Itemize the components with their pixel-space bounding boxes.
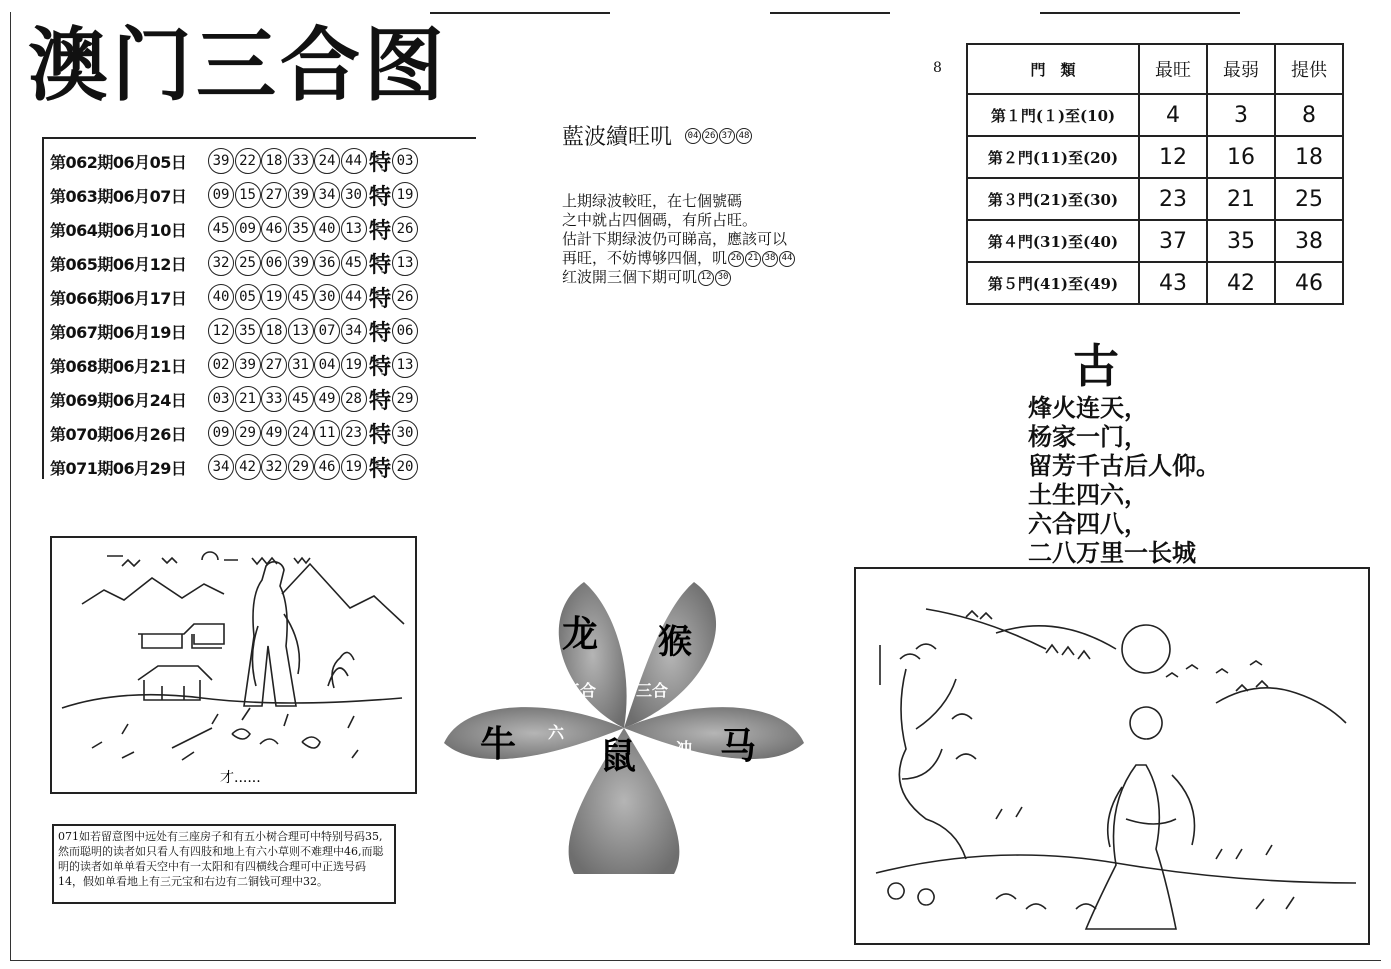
number-ball: 46	[261, 216, 287, 242]
top-rule	[770, 12, 890, 14]
gate-label: 第４門(31)至(40)	[967, 220, 1139, 262]
flower-label: 马	[720, 725, 757, 767]
draw-label: 第066期06月17日	[50, 288, 187, 308]
number-ball: 18	[261, 148, 287, 174]
number-ball: 49	[261, 420, 287, 446]
number-ball: 45	[288, 284, 314, 310]
number-ball: 11	[314, 420, 340, 446]
special-number-ball: 29	[392, 386, 418, 412]
number-ball: 34	[341, 318, 367, 344]
poem-line: 留芳千古后人仰。	[1028, 452, 1220, 480]
flower-relation: 三合	[636, 681, 669, 700]
gates-table	[966, 43, 1344, 305]
number-ball: 28	[341, 386, 367, 412]
gates-row	[967, 262, 1343, 304]
draw-label: 第068期06月21日	[50, 356, 187, 376]
article-heading-balls	[684, 128, 752, 144]
flower-relation: 三合	[564, 681, 597, 700]
heading-ball: 04	[685, 128, 701, 144]
number-ball: 03	[208, 386, 234, 412]
gate-cold: 35	[1207, 220, 1275, 262]
number-ball: 36	[314, 250, 340, 276]
number-ball: 27	[261, 182, 287, 208]
draw-row	[50, 212, 419, 246]
number-ball: 23	[341, 420, 367, 446]
number-ball: 33	[261, 386, 287, 412]
article-line	[562, 230, 872, 249]
number-ball: 32	[208, 250, 234, 276]
number-ball: 19	[261, 284, 287, 310]
number-ball: 49	[314, 386, 340, 412]
flower-relation: 冲	[676, 739, 693, 758]
number-ball: 39	[208, 148, 234, 174]
number-ball: 34	[208, 454, 234, 480]
gates-row	[967, 178, 1343, 220]
special-number-ball: 26	[392, 216, 418, 242]
number-ball: 15	[235, 182, 261, 208]
number-ball: 09	[235, 216, 261, 242]
number-ball: 07	[314, 318, 340, 344]
poem-line: 烽火连天，	[1028, 394, 1148, 422]
number-ball: 24	[288, 420, 314, 446]
draw-row	[50, 314, 419, 348]
flower-label: 鼠	[600, 735, 637, 777]
gates-row	[967, 220, 1343, 262]
gate-offer: 38	[1275, 220, 1343, 262]
number-ball: 40	[314, 216, 340, 242]
article-line-text: 红波開三個下期可叽	[562, 268, 698, 286]
article-line	[562, 211, 872, 230]
draw-row	[50, 178, 419, 212]
number-ball: 31	[288, 352, 314, 378]
article-heading	[562, 120, 752, 151]
special-label: 特	[369, 353, 392, 380]
special-label: 特	[369, 387, 392, 414]
gate-label: 第３門(21)至(30)	[967, 178, 1139, 220]
special-number-ball: 06	[392, 318, 418, 344]
special-number-ball: 26	[392, 284, 418, 310]
draw-label: 第062期06月05日	[50, 152, 187, 172]
gates-header-row	[967, 44, 1343, 94]
gate-hot: 4	[1139, 94, 1207, 136]
flower-relation: 六	[548, 723, 565, 742]
article-ball: 21	[745, 251, 761, 267]
flower-diagram	[444, 578, 804, 874]
article-line	[562, 192, 872, 211]
draw-row	[50, 348, 419, 382]
gate-offer: 18	[1275, 136, 1343, 178]
flower-label: 龙	[562, 613, 599, 655]
number-ball: 05	[235, 284, 261, 310]
gate-label: 第１門(１)至(10)	[967, 94, 1139, 136]
number-ball: 09	[208, 420, 234, 446]
number-ball: 39	[235, 352, 261, 378]
poem-line: 六合四八，	[1028, 510, 1148, 538]
gates-header: 最弱	[1207, 44, 1275, 94]
poem-line: 土生四六，	[1028, 481, 1148, 509]
article-ball: 30	[715, 270, 731, 286]
top-rule	[430, 12, 610, 14]
flower-relation: 合	[548, 751, 565, 770]
special-label: 特	[369, 285, 392, 312]
gates-row	[967, 94, 1343, 136]
number-ball: 02	[208, 352, 234, 378]
number-ball: 25	[235, 250, 261, 276]
illustration-lady	[854, 567, 1370, 945]
number-ball: 27	[261, 352, 287, 378]
draw-label: 第069期06月24日	[50, 390, 187, 410]
heading-ball: 37	[719, 128, 735, 144]
number-ball: 35	[288, 216, 314, 242]
article-ball: 26	[728, 251, 744, 267]
special-label: 特	[369, 455, 392, 482]
number-ball: 44	[341, 284, 367, 310]
special-label: 特	[369, 149, 392, 176]
draw-label: 第064期06月10日	[50, 220, 187, 240]
article-line-text: 再旺，不妨博够四個，叽	[562, 249, 728, 267]
number-ball: 39	[288, 182, 314, 208]
draw-label: 第070期06月26日	[50, 424, 187, 444]
number-ball: 46	[314, 454, 340, 480]
special-label: 特	[369, 319, 392, 346]
number-ball: 19	[341, 454, 367, 480]
draw-row	[50, 280, 419, 314]
poem	[1028, 394, 1288, 567]
special-label: 特	[369, 421, 392, 448]
draw-label: 第067期06月19日	[50, 322, 187, 342]
gate-cold: 42	[1207, 262, 1275, 304]
draw-row	[50, 144, 419, 178]
gates-header: 最旺	[1139, 44, 1207, 94]
number-ball: 22	[235, 148, 261, 174]
number-ball: 34	[314, 182, 340, 208]
gate-cold: 21	[1207, 178, 1275, 220]
gate-label: 第２門(11)至(20)	[967, 136, 1139, 178]
gate-label: 第５門(41)至(49)	[967, 262, 1139, 304]
number-ball: 45	[208, 216, 234, 242]
article-ball: 38	[762, 251, 778, 267]
side-digit: 8	[933, 60, 942, 76]
special-number-ball: 03	[392, 148, 418, 174]
heading-ball: 48	[736, 128, 752, 144]
number-ball: 13	[341, 216, 367, 242]
special-number-ball: 13	[392, 352, 418, 378]
special-label: 特	[369, 251, 392, 278]
number-ball: 13	[288, 318, 314, 344]
draw-label: 第063期06月07日	[50, 186, 187, 206]
gates-header: 門 類	[967, 44, 1139, 94]
special-number-ball: 30	[392, 420, 418, 446]
number-ball: 24	[314, 148, 340, 174]
gates-row	[967, 136, 1343, 178]
heading-ball: 26	[702, 128, 718, 144]
page-title: 澳门三合图	[28, 19, 448, 112]
gate-hot: 12	[1139, 136, 1207, 178]
number-ball: 42	[235, 454, 261, 480]
number-ball: 06	[261, 250, 287, 276]
article-line	[562, 249, 872, 268]
number-ball: 44	[341, 148, 367, 174]
lady-drawing	[856, 569, 1368, 943]
gate-offer: 8	[1275, 94, 1343, 136]
number-ball: 21	[235, 386, 261, 412]
gate-cold: 3	[1207, 94, 1275, 136]
special-number-ball: 20	[392, 454, 418, 480]
scholar-drawing	[52, 538, 415, 792]
special-number-ball: 13	[392, 250, 418, 276]
special-number-ball: 19	[392, 182, 418, 208]
article-line-text: 上期绿波較旺，在七個號碼	[562, 192, 743, 210]
article-ball: 12	[698, 270, 714, 286]
article-body	[562, 192, 872, 287]
gate-hot: 43	[1139, 262, 1207, 304]
gates-header: 提供	[1275, 44, 1343, 94]
number-ball: 18	[261, 318, 287, 344]
top-rule	[1040, 12, 1240, 14]
number-ball: 45	[341, 250, 367, 276]
number-ball: 09	[208, 182, 234, 208]
article-line-text: 之中就占四個碼，有所占旺。	[562, 211, 758, 229]
poem-line: 杨家一门，	[1028, 423, 1148, 451]
draw-row	[50, 382, 419, 416]
number-ball: 04	[314, 352, 340, 378]
number-ball: 40	[208, 284, 234, 310]
special-label: 特	[369, 183, 392, 210]
draw-row	[50, 246, 419, 280]
number-ball: 35	[235, 318, 261, 344]
article-ball: 44	[779, 251, 795, 267]
picture1-caption: 才......	[220, 770, 261, 786]
gate-cold: 16	[1207, 136, 1275, 178]
number-ball: 39	[288, 250, 314, 276]
hint-text: 071如若留意图中远处有三座房子和有五小树合理可中特别号码35,然而聪明的读者如只看人有四肢和地上有六小草则不难理中46,而聪明的读者如单单看天空中有一太阳和有四横线合理可中正选号码14，假如单看地上有三元宝和右边有二铜钱可理中32。	[52, 824, 396, 904]
article-line	[562, 268, 872, 287]
number-ball: 45	[288, 386, 314, 412]
number-ball: 32	[261, 454, 287, 480]
special-label: 特	[369, 217, 392, 244]
gate-hot: 37	[1139, 220, 1207, 262]
draw-label: 第065期06月12日	[50, 254, 187, 274]
gate-hot: 23	[1139, 178, 1207, 220]
number-ball: 30	[341, 182, 367, 208]
number-ball: 30	[314, 284, 340, 310]
article-line-text: 估計下期绿波仍可睇高，應該可以	[562, 230, 788, 248]
flower-label: 牛	[480, 723, 517, 765]
number-ball: 33	[288, 148, 314, 174]
poem-title: 古	[1073, 339, 1119, 393]
gate-offer: 46	[1275, 262, 1343, 304]
number-ball: 19	[341, 352, 367, 378]
poem-line: 二八万里一长城	[1028, 539, 1196, 567]
flower-label: 猴	[658, 622, 692, 662]
number-ball: 29	[288, 454, 314, 480]
draw-label: 第071期06月29日	[50, 458, 187, 478]
number-ball: 12	[208, 318, 234, 344]
number-ball: 29	[235, 420, 261, 446]
illustration-scholar	[50, 536, 417, 794]
gate-offer: 25	[1275, 178, 1343, 220]
draw-row	[50, 450, 419, 484]
draw-row	[50, 416, 419, 450]
article-heading-text: 藍波續旺叽	[562, 125, 673, 150]
